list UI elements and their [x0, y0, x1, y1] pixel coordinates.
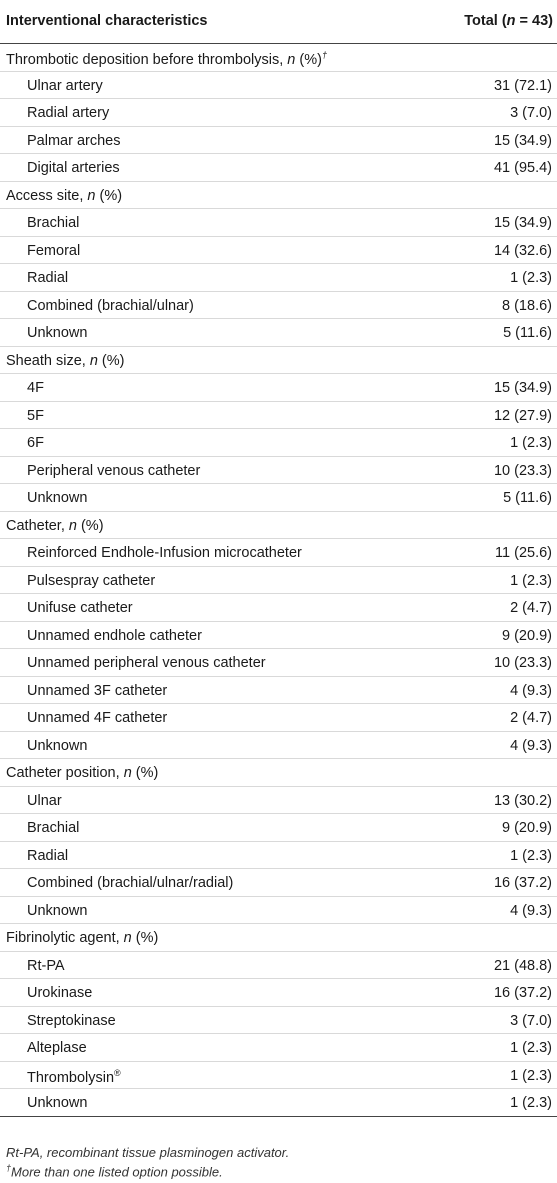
- label-tail: (%): [95, 187, 123, 204]
- table-row: [0, 429, 557, 457]
- row-label: [27, 243, 80, 259]
- footnote-dagger-text: More than one listed option possible.: [11, 1164, 223, 1180]
- label-text: Streptokinase: [27, 1012, 116, 1029]
- label-text: 6F: [27, 435, 44, 451]
- table-row: [0, 594, 557, 622]
- table-row: [0, 1062, 557, 1090]
- label-text: Ulnar artery: [27, 77, 103, 94]
- row-value: 16 (37.2): [493, 875, 552, 891]
- table-row: [0, 842, 557, 870]
- row-label: [27, 325, 87, 341]
- row-label: [27, 738, 87, 754]
- row-label: [27, 683, 167, 699]
- table-row: [0, 979, 557, 1007]
- label-text: Unknown: [27, 325, 88, 341]
- table-row: [0, 677, 557, 705]
- label-text: Unnamed 3F catheter: [27, 682, 168, 699]
- row-label: [27, 793, 62, 809]
- table-row: [0, 237, 557, 265]
- row-label: [27, 600, 133, 616]
- section-label: [6, 353, 125, 369]
- row-label: [27, 1095, 87, 1111]
- table-row: [0, 154, 557, 182]
- footnote-dagger-mark: †: [6, 1163, 12, 1173]
- table-row: [0, 209, 557, 237]
- row-value: 1 (2.3): [510, 435, 552, 451]
- section-label: [6, 518, 104, 534]
- table-row: [0, 539, 557, 567]
- row-value: 4 (9.3): [510, 682, 552, 699]
- row-value: 4 (9.3): [510, 737, 552, 754]
- row-label: [27, 270, 68, 286]
- table-section-row: [0, 44, 557, 72]
- row-label: [27, 435, 44, 451]
- row-label: [27, 628, 202, 644]
- row-label: [27, 875, 233, 891]
- table-row: [0, 704, 557, 732]
- label-tail: (%): [131, 765, 159, 781]
- row-value: 5 (11.6): [503, 490, 552, 506]
- row-value: 1 (2.3): [510, 572, 552, 589]
- row-label: [27, 215, 79, 231]
- label-text: 5F: [27, 407, 44, 424]
- row-value: 1 (2.3): [510, 270, 552, 286]
- label-text: Unknown: [27, 1095, 88, 1111]
- row-value: 15 (34.9): [493, 380, 552, 396]
- label-text: Thrombolysin: [27, 1069, 115, 1086]
- row-value: 9 (20.9): [502, 627, 552, 644]
- header-total: [464, 13, 553, 29]
- row-label: [27, 490, 87, 506]
- label-text: Radial: [27, 270, 69, 286]
- table-row: [0, 952, 557, 980]
- row-value: 4 (9.3): [510, 902, 552, 919]
- row-label: [27, 848, 68, 864]
- row-value: 1 (2.3): [510, 1040, 552, 1056]
- label-text: Sheath size,: [6, 352, 90, 369]
- table-row: [0, 374, 557, 402]
- row-label: [27, 958, 65, 974]
- table-row: [0, 292, 557, 320]
- header-characteristics: Interventional characteristics: [6, 13, 208, 29]
- label-text: Fibrinolytic agent,: [6, 930, 124, 946]
- label-text: Access site,: [6, 187, 88, 204]
- row-label: [27, 380, 44, 396]
- header-total-n: n: [506, 13, 516, 29]
- row-label: [27, 1013, 116, 1029]
- label-superscript: ®: [114, 1067, 121, 1078]
- row-value: 10 (23.3): [493, 462, 552, 479]
- section-label: [6, 50, 327, 68]
- table-row: [0, 897, 557, 925]
- table-section-row: [0, 512, 557, 540]
- row-label: [27, 1040, 87, 1056]
- table-row: [0, 457, 557, 485]
- label-text: Catheter,: [6, 517, 69, 534]
- row-value: 31 (72.1): [493, 77, 552, 94]
- row-value: 1 (2.3): [510, 1095, 552, 1111]
- table-row: [0, 127, 557, 155]
- row-label: [27, 105, 109, 121]
- row-value: 11 (25.6): [495, 545, 552, 561]
- label-text: Digital arteries: [27, 160, 120, 176]
- row-label: [27, 463, 200, 479]
- label-text: Reinforced Endhole-Infusion microcatheter: [27, 545, 302, 561]
- label-text: Unknown: [27, 902, 88, 919]
- label-text: Femoral: [27, 242, 81, 259]
- label-text: Unnamed endhole catheter: [27, 627, 202, 644]
- label-text: Pulsespray catheter: [27, 572, 156, 589]
- label-text: Combined (brachial/ulnar/radial): [27, 875, 234, 891]
- label-text: Unknown: [27, 737, 88, 754]
- row-value: 12 (27.9): [493, 407, 552, 424]
- table-row: [0, 1007, 557, 1035]
- table-body: [0, 44, 557, 1117]
- label-text: Brachial: [27, 820, 80, 836]
- label-text: Alteplase: [27, 1040, 87, 1056]
- table-section-row: [0, 924, 557, 952]
- row-label: [27, 160, 120, 176]
- row-label: [27, 820, 79, 836]
- row-label: [27, 903, 87, 919]
- label-text: Unknown: [27, 490, 88, 506]
- label-text: Urokinase: [27, 985, 93, 1001]
- label-text: 4F: [27, 380, 44, 396]
- label-text: Ulnar: [27, 792, 62, 809]
- label-n: n: [87, 187, 96, 204]
- row-label: [27, 298, 194, 314]
- label-n: n: [287, 51, 296, 68]
- table-section-row: [0, 182, 557, 210]
- label-tail: (%): [76, 517, 104, 534]
- table-row: [0, 787, 557, 815]
- table-row: [0, 484, 557, 512]
- label-text: Palmar arches: [27, 132, 121, 149]
- label-text: Catheter position,: [6, 765, 124, 781]
- label-text: Radial: [27, 847, 69, 864]
- row-label: [27, 133, 120, 149]
- row-value: 9 (20.9): [502, 820, 552, 836]
- label-text: Rt-PA: [27, 957, 65, 974]
- table-header: [0, 0, 557, 44]
- row-value: 14 (32.6): [493, 242, 552, 259]
- section-label: [6, 930, 158, 946]
- row-label: [27, 655, 266, 671]
- label-text: Unnamed peripheral venous catheter: [27, 655, 266, 671]
- label-n: n: [68, 517, 77, 534]
- label-n: n: [123, 930, 132, 946]
- row-label: [27, 573, 155, 589]
- row-value: 8 (18.6): [502, 297, 552, 314]
- label-tail: (%): [97, 352, 125, 369]
- table-row: [0, 319, 557, 347]
- header-total-prefix: Total (: [464, 13, 507, 29]
- label-text: Combined (brachial/ulnar): [27, 297, 194, 314]
- row-label: [27, 408, 44, 424]
- table-row: [0, 402, 557, 430]
- table-row: [0, 99, 557, 127]
- row-value: 5 (11.6): [503, 325, 552, 341]
- row-label: [27, 985, 92, 1001]
- label-text: Unifuse catheter: [27, 600, 133, 616]
- label-n: n: [89, 352, 98, 369]
- section-label: [6, 765, 158, 781]
- row-value: 41 (95.4): [493, 160, 552, 176]
- row-value: 21 (48.8): [493, 957, 552, 974]
- label-text: Peripheral venous catheter: [27, 462, 201, 479]
- table-row: [0, 567, 557, 595]
- table-row: [0, 622, 557, 650]
- table-section-row: [0, 759, 557, 787]
- label-n: n: [123, 765, 132, 781]
- footnote-dagger: [6, 1163, 223, 1179]
- row-value: 3 (7.0): [510, 1012, 552, 1029]
- row-value: 2 (4.7): [510, 710, 552, 726]
- row-value: 2 (4.7): [510, 600, 552, 616]
- footnote-abbreviation: Rt-PA, recombinant tissue plasminogen activator.: [6, 1145, 290, 1160]
- label-text: Unnamed 4F catheter: [27, 710, 168, 726]
- table-section-row: [0, 347, 557, 375]
- row-value: 10 (23.3): [493, 655, 552, 671]
- label-text: Thrombotic deposition before thrombolysis,: [6, 51, 288, 68]
- row-value: 3 (7.0): [510, 105, 552, 121]
- label-tail: (%): [131, 930, 159, 946]
- row-label: [27, 710, 167, 726]
- row-label: [27, 78, 103, 94]
- label-superscript: †: [321, 50, 327, 60]
- table-row: [0, 72, 557, 100]
- row-value: 16 (37.2): [493, 985, 552, 1001]
- row-label: [27, 1068, 121, 1086]
- header-total-suffix: = 43): [515, 13, 553, 29]
- table-row: [0, 649, 557, 677]
- table-row: [0, 732, 557, 760]
- table-row: [0, 1034, 557, 1062]
- table-row: [0, 1089, 557, 1117]
- label-tail: (%): [295, 51, 322, 68]
- row-value: 13 (30.2): [493, 792, 552, 809]
- section-label: [6, 188, 122, 204]
- row-value: 1 (2.3): [510, 1067, 552, 1084]
- row-value: 1 (2.3): [510, 847, 552, 864]
- table-row: [0, 264, 557, 292]
- label-text: Radial artery: [27, 105, 110, 121]
- row-label: [27, 545, 302, 561]
- row-value: 15 (34.9): [493, 132, 552, 149]
- table-row: [0, 814, 557, 842]
- table-row: [0, 869, 557, 897]
- row-value: 15 (34.9): [493, 215, 552, 231]
- label-text: Brachial: [27, 215, 80, 231]
